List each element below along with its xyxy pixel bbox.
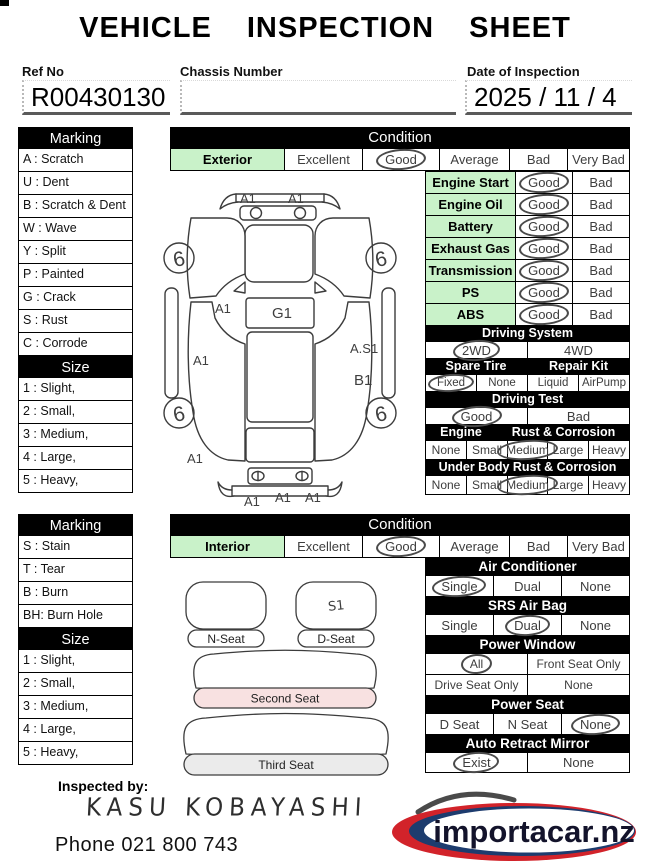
rear-window xyxy=(246,428,314,462)
third-seat-back xyxy=(184,714,388,758)
legend-header: Size xyxy=(18,356,133,378)
damage-mark: G1 xyxy=(272,305,293,322)
inspected-by-label: Inspected by: xyxy=(58,778,149,794)
wheel-mark: 6 xyxy=(373,247,390,272)
rust-cell: Medium xyxy=(507,475,548,495)
check-cell: Good xyxy=(515,259,573,282)
legend-row: B : Burn xyxy=(18,582,133,605)
exterior-condition-header: Condition xyxy=(170,127,630,148)
driving-test-cell: Bad xyxy=(527,407,630,425)
damage-mark: A1 xyxy=(193,353,209,368)
legend-header: Marking xyxy=(18,127,133,149)
interior-marking-legend xyxy=(18,514,133,765)
rating-cell: Bad xyxy=(509,535,568,558)
check-cell: Bad xyxy=(572,281,630,304)
rating-cell: Average xyxy=(439,535,510,558)
logo-text: importacar.nz xyxy=(433,814,635,849)
check-cell: Good xyxy=(515,193,573,216)
interior-rating-row xyxy=(170,535,630,558)
check-cell: Good xyxy=(515,303,573,326)
power-seat-header: Power Seat xyxy=(425,696,630,713)
damage-mark: A1 xyxy=(244,494,260,509)
n-seat-back xyxy=(186,582,266,629)
importacar-logo xyxy=(388,782,640,862)
check-cell: Good xyxy=(515,237,573,260)
damage-mark: A.S1 xyxy=(350,341,379,356)
check-cell: Good xyxy=(515,215,573,238)
srs-airbag-cell: None xyxy=(561,614,630,636)
exterior-section-label: Exterior xyxy=(170,148,285,171)
legend-row: P : Painted xyxy=(18,264,133,287)
rating-cell: Bad xyxy=(509,148,568,171)
legend-row: 5 : Heavy, xyxy=(18,742,133,765)
power-seat-cell: D Seat xyxy=(425,713,494,735)
damage-mark: A1 xyxy=(275,490,291,505)
damage-mark: A1 xyxy=(305,490,321,505)
right-mirror xyxy=(315,282,326,293)
mirror-cell: Exist xyxy=(425,752,528,773)
rating-cell: Very Bad xyxy=(567,148,630,171)
chassis-number-label: Chassis Number xyxy=(180,64,283,79)
date-of-inspection-label: Date of Inspection xyxy=(467,64,580,79)
interior-seats-diagram xyxy=(170,558,420,778)
legend-header: Size xyxy=(18,628,133,650)
wheel-mark: 6 xyxy=(171,402,188,427)
date-of-inspection-value: 2025 / 11 / 4 xyxy=(465,80,632,115)
rating-cell: Good xyxy=(362,148,440,171)
underbody-rust-header: Under Body Rust & Corrosion xyxy=(425,460,630,475)
damage-mark: S1 xyxy=(327,598,346,615)
rust-cell: Small xyxy=(466,475,508,495)
check-cell: Bad xyxy=(572,237,630,260)
rust-cell: Large xyxy=(547,475,589,495)
air-conditioner-header: Air Conditioner xyxy=(425,558,630,575)
left-rocker-strip xyxy=(165,288,178,398)
repair-kit-cell: Liquid xyxy=(527,374,579,392)
damage-mark: A1 xyxy=(215,301,231,316)
scan-artifact xyxy=(0,0,9,6)
check-label: Engine Oil xyxy=(425,193,516,216)
legend-row: W : Wave xyxy=(18,218,133,241)
legend-row: 1 : Slight, xyxy=(18,650,133,673)
air-conditioner-cell: None xyxy=(561,575,630,597)
legend-row: A : Scratch xyxy=(18,149,133,172)
air-conditioner-cell: Single xyxy=(425,575,494,597)
damage-mark: A1 xyxy=(288,191,304,206)
right-front-panel xyxy=(315,218,373,298)
interior-condition-header: Condition xyxy=(170,514,630,535)
rating-cell: Good xyxy=(362,535,440,558)
damage-mark: A1 xyxy=(187,451,203,466)
power-seat-cell: None xyxy=(561,713,630,735)
rating-cell: Average xyxy=(439,148,510,171)
damage-mark: A1 xyxy=(240,191,256,206)
legend-row: BH: Burn Hole xyxy=(18,605,133,628)
right-rocker-strip xyxy=(382,288,395,398)
page-title: VEHICLE INSPECTION SHEET xyxy=(79,12,571,44)
srs-airbag-cell: Single xyxy=(425,614,494,636)
repair-kit-cell: AirPump xyxy=(578,374,630,392)
legend-header: Marking xyxy=(18,514,133,536)
wheel-mark: 6 xyxy=(171,247,188,272)
power-seat-cell: N Seat xyxy=(493,713,562,735)
power-window-cell: All xyxy=(425,653,528,675)
headlight-bar xyxy=(240,206,316,220)
legend-row: Y : Split xyxy=(18,241,133,264)
legend-row: 4 : Large, xyxy=(18,719,133,742)
check-label: Engine Start xyxy=(425,171,516,194)
second-seat-back xyxy=(194,650,377,691)
engine-checks-table xyxy=(425,171,630,495)
exterior-marking-legend xyxy=(18,127,133,493)
rating-cell: Excellent xyxy=(284,535,363,558)
driving-system-cell: 4WD xyxy=(527,341,630,359)
rust-cell: None xyxy=(425,440,467,460)
check-cell: Bad xyxy=(572,171,630,194)
legend-row: 3 : Medium, xyxy=(18,424,133,447)
rust-cell: Small xyxy=(466,440,508,460)
ref-no-label: Ref No xyxy=(22,64,64,79)
d-seat-label: D-Seat xyxy=(317,632,355,646)
legend-row: 2 : Small, xyxy=(18,401,133,424)
interior-equipment-table xyxy=(425,558,630,773)
legend-row: 1 : Slight, xyxy=(18,378,133,401)
exterior-rating-row xyxy=(170,148,630,171)
rating-cell: Excellent xyxy=(284,148,363,171)
damage-mark: B1 xyxy=(354,372,373,389)
power-window-header: Power Window xyxy=(425,636,630,653)
legend-row: 2 : Small, xyxy=(18,673,133,696)
legend-row: 3 : Medium, xyxy=(18,696,133,719)
mirror-cell: None xyxy=(527,752,630,773)
chassis-number-value xyxy=(180,80,456,115)
check-cell: Good xyxy=(515,171,573,194)
legend-row: S : Rust xyxy=(18,310,133,333)
power-window-cell: None xyxy=(527,674,630,696)
check-label: PS xyxy=(425,281,516,304)
second-seat-label: Second Seat xyxy=(250,691,320,706)
n-seat-label: N-Seat xyxy=(207,632,245,646)
legend-row: B : Scratch & Dent xyxy=(18,195,133,218)
rust-cell: None xyxy=(425,475,467,495)
auto-retract-mirror-header: Auto Retract Mirror xyxy=(425,735,630,752)
check-cell: Bad xyxy=(572,193,630,216)
rust-cell: Heavy xyxy=(588,440,630,460)
legend-row: G : Crack xyxy=(18,287,133,310)
left-mirror xyxy=(234,282,245,293)
srs-airbag-cell: Dual xyxy=(493,614,562,636)
car-exterior-diagram xyxy=(160,172,400,512)
check-label: Exhaust Gas xyxy=(425,237,516,260)
rust-cell: Medium xyxy=(507,440,548,460)
legend-row: 4 : Large, xyxy=(18,447,133,470)
power-window-cell: Front Seat Only xyxy=(527,653,630,675)
spare-tire-cell: Fixed xyxy=(425,374,477,392)
rating-cell: Very Bad xyxy=(567,535,630,558)
check-cell: Bad xyxy=(572,303,630,326)
driving-test-cell: Good xyxy=(425,407,528,425)
check-cell: Good xyxy=(515,281,573,304)
spare-tire-repair-kit-header: Spare Tire Repair Kit xyxy=(425,359,630,374)
check-label: Transmission xyxy=(425,259,516,282)
srs-airbag-header: SRS Air Bag xyxy=(425,597,630,614)
check-cell: Bad xyxy=(572,215,630,238)
power-window-cell: Drive Seat Only xyxy=(425,674,528,696)
third-seat-label: Third Seat xyxy=(258,758,314,772)
left-front-panel xyxy=(187,218,245,298)
rust-cell: Large xyxy=(547,440,589,460)
check-label: ABS xyxy=(425,303,516,326)
driving-system-cell: 2WD xyxy=(425,341,528,359)
driving-system-header: Driving System xyxy=(425,326,630,341)
spare-tire-cell: None xyxy=(476,374,528,392)
rust-cell: Heavy xyxy=(588,475,630,495)
roof xyxy=(247,332,313,422)
left-rear-panel xyxy=(188,302,245,461)
driving-test-header: Driving Test xyxy=(425,392,630,407)
inspector-signature: KASU KOBAYASHI xyxy=(85,793,369,823)
air-conditioner-cell: Dual xyxy=(493,575,562,597)
wheel-mark: 6 xyxy=(373,402,390,427)
phone-number: Phone 021 800 743 xyxy=(55,834,239,856)
legend-row: S : Stain xyxy=(18,536,133,559)
engine-rust-header: Engine Rust & Corrosion xyxy=(425,425,630,440)
legend-row: 5 : Heavy, xyxy=(18,470,133,493)
check-cell: Bad xyxy=(572,259,630,282)
check-label: Battery xyxy=(425,215,516,238)
interior-section-label: Interior xyxy=(170,535,285,558)
legend-row: C : Corrode xyxy=(18,333,133,356)
legend-row: T : Tear xyxy=(18,559,133,582)
ref-no-value: R00430130 xyxy=(22,80,170,115)
legend-row: U : Dent xyxy=(18,172,133,195)
hood xyxy=(245,225,313,282)
